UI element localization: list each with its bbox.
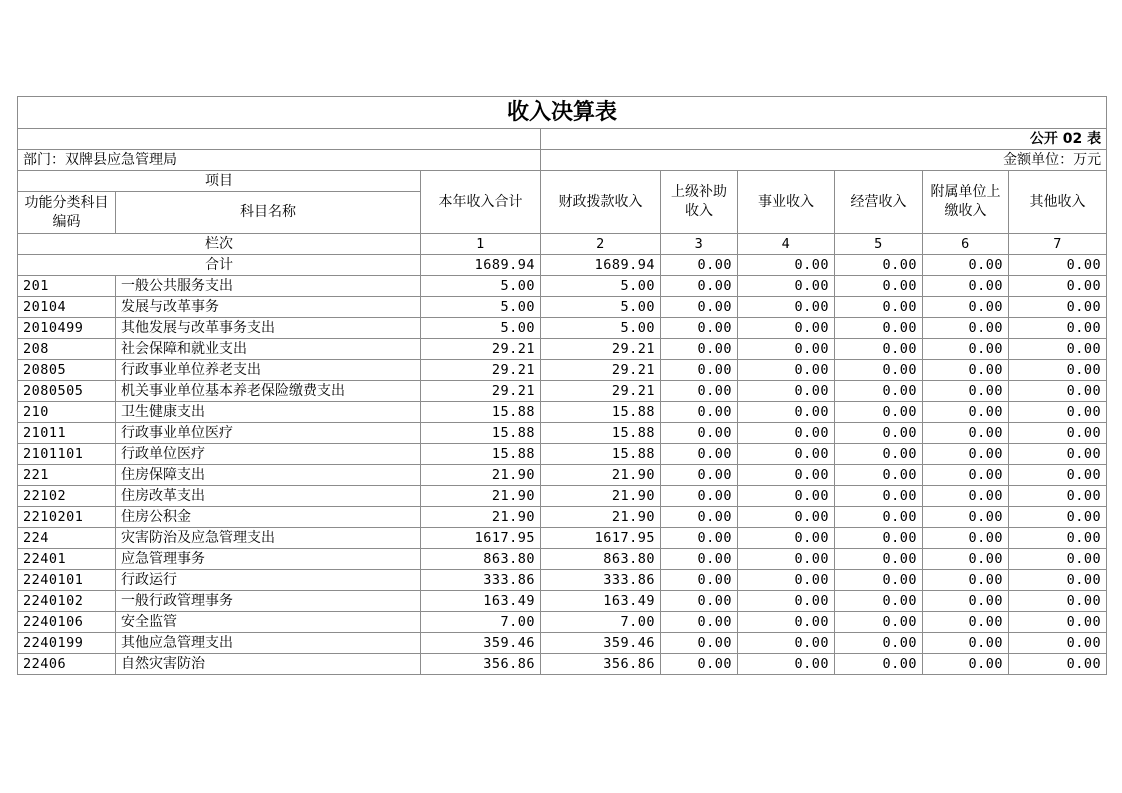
amount-cell: 0.00	[661, 423, 738, 444]
amount-unit-label: 金额单位：万元	[541, 150, 1107, 171]
subject-code: 2010499	[18, 318, 116, 339]
index-col-5: 5	[835, 234, 923, 255]
amount-cell: 29.21	[541, 381, 661, 402]
total-row	[18, 255, 1107, 276]
amount-cell: 0.00	[738, 297, 835, 318]
blank-cell	[18, 129, 541, 150]
amount-cell: 0.00	[661, 549, 738, 570]
amount-cell: 863.80	[421, 549, 541, 570]
subject-name: 行政运行	[116, 570, 421, 591]
amount-cell: 0.00	[661, 402, 738, 423]
table-row	[18, 654, 1107, 675]
subject-name: 住房公积金	[116, 507, 421, 528]
subject-name: 一般公共服务支出	[116, 276, 421, 297]
amount-cell: 0.00	[923, 507, 1009, 528]
table-row	[18, 402, 1107, 423]
amount-cell: 0.00	[923, 486, 1009, 507]
amount-cell: 1617.95	[421, 528, 541, 549]
amount-cell: 0.00	[738, 549, 835, 570]
amount-cell: 0.00	[661, 591, 738, 612]
amount-cell: 0.00	[1009, 507, 1107, 528]
amount-cell: 0.00	[923, 570, 1009, 591]
amount-cell: 0.00	[1009, 360, 1107, 381]
subject-name: 行政事业单位医疗	[116, 423, 421, 444]
amount-cell: 21.90	[541, 465, 661, 486]
subject-code: 224	[18, 528, 116, 549]
amount-cell: 0.00	[835, 423, 923, 444]
table-row	[18, 339, 1107, 360]
amount-cell: 0.00	[923, 381, 1009, 402]
table-row	[18, 381, 1107, 402]
subject-name: 行政事业单位养老支出	[116, 360, 421, 381]
amount-cell: 0.00	[738, 507, 835, 528]
subject-code: 2240101	[18, 570, 116, 591]
amount-cell: 0.00	[1009, 591, 1107, 612]
amount-cell: 0.00	[738, 570, 835, 591]
amount-cell: 5.00	[541, 297, 661, 318]
amount-cell: 0.00	[1009, 528, 1107, 549]
table-row	[18, 570, 1107, 591]
income-final-accounts-table	[17, 96, 1107, 675]
total-value: 0.00	[923, 255, 1009, 276]
amount-cell: 0.00	[1009, 318, 1107, 339]
amount-cell: 15.88	[541, 444, 661, 465]
amount-cell: 0.00	[835, 612, 923, 633]
amount-cell: 21.90	[421, 507, 541, 528]
table-row	[18, 612, 1107, 633]
amount-cell: 0.00	[661, 612, 738, 633]
index-label: 栏次	[18, 234, 421, 255]
index-col-7: 7	[1009, 234, 1107, 255]
department-label: 部门：双牌县应急管理局	[18, 150, 541, 171]
table-row	[18, 507, 1107, 528]
subject-name: 住房保障支出	[116, 465, 421, 486]
amount-cell: 15.88	[541, 402, 661, 423]
form-number: 公开 02 表	[541, 129, 1107, 150]
table-row	[18, 591, 1107, 612]
amount-cell: 0.00	[923, 318, 1009, 339]
table-row	[18, 444, 1107, 465]
header-business-income: 事业收入	[738, 171, 835, 234]
amount-cell: 0.00	[738, 318, 835, 339]
table-row	[18, 465, 1107, 486]
table-row	[18, 318, 1107, 339]
amount-cell: 0.00	[738, 612, 835, 633]
table-row	[18, 486, 1107, 507]
subject-code: 2080505	[18, 381, 116, 402]
amount-cell: 5.00	[421, 318, 541, 339]
subject-code: 2210201	[18, 507, 116, 528]
subject-name: 行政单位医疗	[116, 444, 421, 465]
amount-cell: 0.00	[835, 486, 923, 507]
subject-code: 210	[18, 402, 116, 423]
total-value: 1689.94	[541, 255, 661, 276]
subject-code: 2101101	[18, 444, 116, 465]
amount-cell: 0.00	[923, 444, 1009, 465]
header-subject-name: 科目名称	[116, 192, 421, 234]
amount-cell: 5.00	[541, 276, 661, 297]
amount-cell: 0.00	[1009, 444, 1107, 465]
amount-cell: 5.00	[421, 297, 541, 318]
total-label: 合计	[18, 255, 421, 276]
header-operating-income: 经营收入	[835, 171, 923, 234]
amount-cell: 0.00	[1009, 486, 1107, 507]
index-row	[18, 234, 1107, 255]
header-total-income: 本年收入合计	[421, 171, 541, 234]
index-col-3: 3	[661, 234, 738, 255]
subject-name: 其他发展与改革事务支出	[116, 318, 421, 339]
amount-cell: 0.00	[923, 528, 1009, 549]
amount-cell: 29.21	[421, 360, 541, 381]
meta-row	[18, 150, 1107, 171]
subject-code: 20805	[18, 360, 116, 381]
amount-cell: 0.00	[661, 507, 738, 528]
subject-name: 一般行政管理事务	[116, 591, 421, 612]
subject-code: 221	[18, 465, 116, 486]
amount-cell: 0.00	[738, 654, 835, 675]
amount-cell: 0.00	[835, 381, 923, 402]
amount-cell: 0.00	[661, 339, 738, 360]
amount-cell: 0.00	[661, 381, 738, 402]
total-value: 1689.94	[421, 255, 541, 276]
subject-code: 2240199	[18, 633, 116, 654]
table-row	[18, 633, 1107, 654]
subject-name: 机关事业单位基本养老保险缴费支出	[116, 381, 421, 402]
subject-code: 201	[18, 276, 116, 297]
amount-cell: 0.00	[1009, 570, 1107, 591]
subject-code: 208	[18, 339, 116, 360]
index-col-6: 6	[923, 234, 1009, 255]
amount-cell: 5.00	[541, 318, 661, 339]
amount-cell: 7.00	[421, 612, 541, 633]
amount-cell: 0.00	[923, 633, 1009, 654]
amount-cell: 0.00	[835, 465, 923, 486]
amount-cell: 0.00	[661, 276, 738, 297]
amount-cell: 15.88	[421, 444, 541, 465]
amount-cell: 0.00	[923, 654, 1009, 675]
amount-cell: 0.00	[923, 297, 1009, 318]
table-row	[18, 276, 1107, 297]
amount-cell: 0.00	[835, 297, 923, 318]
amount-cell: 0.00	[661, 444, 738, 465]
amount-cell: 0.00	[738, 381, 835, 402]
subject-name: 应急管理事务	[116, 549, 421, 570]
header-item: 项目	[18, 171, 421, 192]
table-row	[18, 549, 1107, 570]
amount-cell: 29.21	[541, 360, 661, 381]
amount-cell: 0.00	[835, 276, 923, 297]
table-row	[18, 423, 1107, 444]
amount-cell: 0.00	[1009, 633, 1107, 654]
amount-cell: 29.21	[541, 339, 661, 360]
table-row	[18, 528, 1107, 549]
amount-cell: 0.00	[661, 528, 738, 549]
header-superior-subsidy: 上级补助收入	[661, 171, 738, 234]
amount-cell: 15.88	[541, 423, 661, 444]
subject-code: 2240102	[18, 591, 116, 612]
amount-cell: 29.21	[421, 339, 541, 360]
amount-cell: 0.00	[923, 612, 1009, 633]
amount-cell: 0.00	[661, 318, 738, 339]
amount-cell: 1617.95	[541, 528, 661, 549]
amount-cell: 0.00	[1009, 612, 1107, 633]
amount-cell: 0.00	[738, 402, 835, 423]
amount-cell: 0.00	[738, 339, 835, 360]
amount-cell: 0.00	[1009, 297, 1107, 318]
total-value: 0.00	[1009, 255, 1107, 276]
amount-cell: 0.00	[738, 444, 835, 465]
amount-cell: 0.00	[835, 402, 923, 423]
amount-cell: 0.00	[835, 507, 923, 528]
amount-cell: 163.49	[421, 591, 541, 612]
amount-cell: 0.00	[835, 444, 923, 465]
amount-cell: 0.00	[835, 318, 923, 339]
amount-cell: 21.90	[541, 507, 661, 528]
amount-cell: 0.00	[661, 654, 738, 675]
amount-cell: 21.90	[541, 486, 661, 507]
amount-cell: 0.00	[661, 360, 738, 381]
amount-cell: 7.00	[541, 612, 661, 633]
amount-cell: 356.86	[541, 654, 661, 675]
subject-name: 其他应急管理支出	[116, 633, 421, 654]
amount-cell: 21.90	[421, 486, 541, 507]
report-title: 收入决算表	[18, 97, 1107, 129]
amount-cell: 0.00	[1009, 402, 1107, 423]
table-row	[18, 297, 1107, 318]
table-row	[18, 360, 1107, 381]
amount-cell: 0.00	[738, 465, 835, 486]
amount-cell: 0.00	[923, 402, 1009, 423]
amount-cell: 5.00	[421, 276, 541, 297]
subject-code: 22102	[18, 486, 116, 507]
amount-cell: 0.00	[923, 591, 1009, 612]
amount-cell: 0.00	[1009, 423, 1107, 444]
amount-cell: 0.00	[835, 591, 923, 612]
amount-cell: 0.00	[1009, 549, 1107, 570]
amount-cell: 0.00	[923, 549, 1009, 570]
amount-cell: 0.00	[835, 633, 923, 654]
subject-code: 22401	[18, 549, 116, 570]
amount-cell: 359.46	[421, 633, 541, 654]
amount-cell: 0.00	[1009, 276, 1107, 297]
subject-code: 21011	[18, 423, 116, 444]
amount-cell: 0.00	[661, 486, 738, 507]
amount-cell: 333.86	[421, 570, 541, 591]
amount-cell: 863.80	[541, 549, 661, 570]
amount-cell: 163.49	[541, 591, 661, 612]
amount-cell: 0.00	[835, 528, 923, 549]
header-other-income: 其他收入	[1009, 171, 1107, 234]
amount-cell: 0.00	[738, 276, 835, 297]
header-function-code: 功能分类科目编码	[18, 192, 116, 234]
amount-cell: 0.00	[738, 633, 835, 654]
amount-cell: 356.86	[421, 654, 541, 675]
amount-cell: 0.00	[1009, 465, 1107, 486]
amount-cell: 0.00	[661, 465, 738, 486]
amount-cell: 0.00	[923, 423, 1009, 444]
amount-cell: 0.00	[835, 654, 923, 675]
subject-name: 住房改革支出	[116, 486, 421, 507]
index-col-1: 1	[421, 234, 541, 255]
amount-cell: 0.00	[923, 339, 1009, 360]
subject-name: 社会保障和就业支出	[116, 339, 421, 360]
amount-cell: 0.00	[1009, 381, 1107, 402]
amount-cell: 0.00	[661, 570, 738, 591]
title-row	[18, 97, 1107, 129]
amount-cell: 0.00	[738, 423, 835, 444]
amount-cell: 333.86	[541, 570, 661, 591]
subject-name: 发展与改革事务	[116, 297, 421, 318]
subject-name: 灾害防治及应急管理支出	[116, 528, 421, 549]
header-affiliated-income: 附属单位上缴收入	[923, 171, 1009, 234]
amount-cell: 359.46	[541, 633, 661, 654]
subject-code: 20104	[18, 297, 116, 318]
subject-name: 安全监管	[116, 612, 421, 633]
amount-cell: 0.00	[738, 528, 835, 549]
amount-cell: 0.00	[738, 591, 835, 612]
amount-cell: 15.88	[421, 402, 541, 423]
amount-cell: 0.00	[738, 486, 835, 507]
total-value: 0.00	[661, 255, 738, 276]
amount-cell: 21.90	[421, 465, 541, 486]
total-value: 0.00	[738, 255, 835, 276]
subject-name: 自然灾害防治	[116, 654, 421, 675]
amount-cell: 0.00	[1009, 654, 1107, 675]
header-fiscal-allocation: 财政拨款收入	[541, 171, 661, 234]
amount-cell: 0.00	[835, 570, 923, 591]
form-no-row	[18, 129, 1107, 150]
subject-code: 2240106	[18, 612, 116, 633]
amount-cell: 0.00	[661, 633, 738, 654]
index-col-4: 4	[738, 234, 835, 255]
amount-cell: 29.21	[421, 381, 541, 402]
amount-cell: 0.00	[923, 465, 1009, 486]
amount-cell: 0.00	[835, 549, 923, 570]
total-value: 0.00	[835, 255, 923, 276]
amount-cell: 15.88	[421, 423, 541, 444]
index-col-2: 2	[541, 234, 661, 255]
amount-cell: 0.00	[835, 339, 923, 360]
amount-cell: 0.00	[1009, 339, 1107, 360]
amount-cell: 0.00	[738, 360, 835, 381]
amount-cell: 0.00	[835, 360, 923, 381]
amount-cell: 0.00	[923, 276, 1009, 297]
amount-cell: 0.00	[923, 360, 1009, 381]
amount-cell: 0.00	[661, 297, 738, 318]
header-row-1	[18, 171, 1107, 192]
subject-code: 22406	[18, 654, 116, 675]
subject-name: 卫生健康支出	[116, 402, 421, 423]
